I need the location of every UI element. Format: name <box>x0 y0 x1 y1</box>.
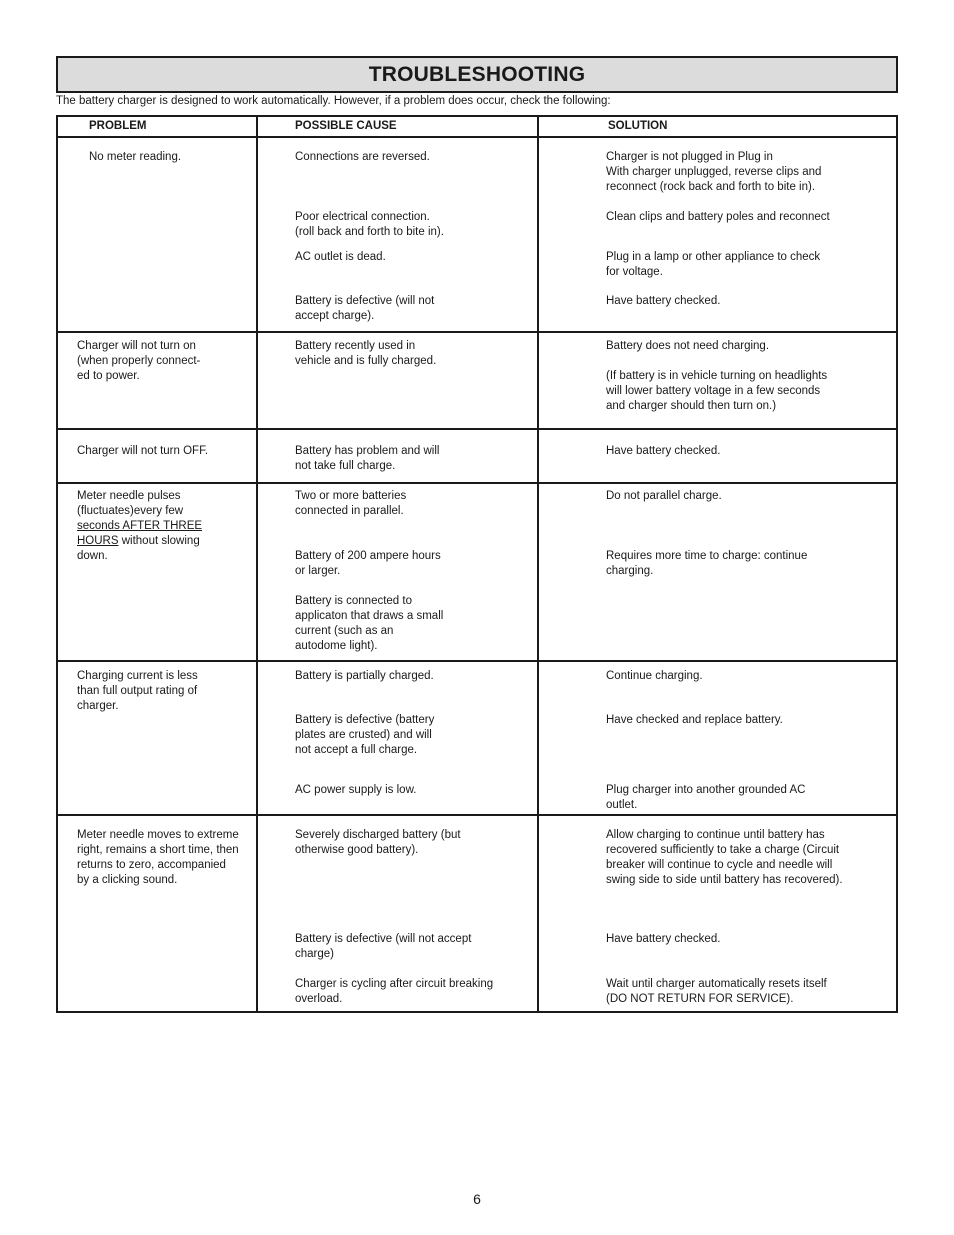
row-divider <box>58 136 896 138</box>
solution-cell: Allow charging to continue until battery has recovered sufficiently to take a charge (Circuit breaker will continue to cycle and needle will swing side to side until battery has recovered). <box>606 829 843 886</box>
troubleshooting-table <box>56 115 898 1013</box>
page-title: TROUBLESHOOTING <box>368 62 586 86</box>
solution-cell: Battery does not need charging. <box>606 340 770 352</box>
header-cause: POSSIBLE CAUSE <box>295 120 397 132</box>
problem-cell: Meter needle moves to extreme right, remains a short time, then returns to zero, accompanied by a clicking sound. <box>77 829 239 886</box>
intro-text: The battery charger is designed to work automatically. However, if a problem does occur, check the following: <box>56 95 611 107</box>
header-solution: SOLUTION <box>608 120 668 132</box>
page-number: 6 <box>473 1191 481 1207</box>
column-divider <box>537 117 539 1011</box>
solution-cell: Continue charging. <box>606 670 703 682</box>
solution-cell: Charger is not plugged in Plug in With charger unplugged, reverse clips and reconnect (rock back and forth to bite in). <box>606 151 822 193</box>
solution-cell: Have battery checked. <box>606 933 721 945</box>
title-banner <box>56 56 898 93</box>
cause-cell: Battery is defective (battery plates are crusted) and will not accept a full charge. <box>295 714 435 756</box>
cause-cell: Battery is partially charged. <box>295 670 434 682</box>
cause-cell: Two or more batteries connected in parallel. <box>295 490 407 517</box>
solution-cell: Plug charger into another grounded AC outlet. <box>606 784 806 811</box>
solution-cell: Requires more time to charge: continue charging. <box>606 550 808 577</box>
problem-cell: Charger will not turn OFF. <box>77 445 209 457</box>
problem-text: Meter needle pulses (fluctuates)every few <box>77 490 184 517</box>
cause-cell: Poor electrical connection. (roll back and forth to bite in). <box>295 211 444 238</box>
solution-cell: Have battery checked. <box>606 445 721 457</box>
cause-cell: Battery has problem and will not take full charge. <box>295 445 440 472</box>
row-divider <box>58 814 896 816</box>
cause-cell: Battery is defective (will not accept charge) <box>295 933 472 960</box>
row-divider <box>58 482 896 484</box>
row-divider <box>58 660 896 662</box>
solution-cell: Wait until charger automatically resets itself (DO NOT RETURN FOR SERVICE). <box>606 978 827 1005</box>
problem-cell: Charger will not turn on (when properly connect- ed to power. <box>77 340 201 382</box>
problem-cell <box>77 489 202 564</box>
column-divider <box>256 117 258 1011</box>
cause-cell: Battery is defective (will not accept charge). <box>295 295 435 322</box>
cause-cell: Connections are reversed. <box>295 151 430 163</box>
solution-cell: (If battery is in vehicle turning on headlights will lower battery voltage in a few seconds and charger should then turn on.) <box>606 370 828 412</box>
solution-cell: Have checked and replace battery. <box>606 714 783 726</box>
solution-cell: Plug in a lamp or other appliance to check for voltage. <box>606 251 821 278</box>
cause-cell: Battery is connected to applicaton that draws a small current (such as an autodome light). <box>295 595 444 652</box>
problem-emphasis: seconds AFTER THREE HOURS <box>77 520 203 547</box>
cause-cell: Severely discharged battery (but otherwise good battery). <box>295 829 461 856</box>
solution-cell: Do not parallel charge. <box>606 490 722 502</box>
solution-cell: Have battery checked. <box>606 295 721 307</box>
problem-text: without slowing down. <box>77 535 200 562</box>
solution-cell: Clean clips and battery poles and reconnect <box>606 211 830 223</box>
cause-cell: Charger is cycling after circuit breaking overload. <box>295 978 494 1005</box>
cause-cell: Battery recently used in vehicle and is fully charged. <box>295 340 437 367</box>
cause-cell: Battery of 200 ampere hours or larger. <box>295 550 441 577</box>
cause-cell: AC outlet is dead. <box>295 251 386 263</box>
problem-cell: No meter reading. <box>89 151 182 163</box>
row-divider <box>58 428 896 430</box>
row-divider <box>58 331 896 333</box>
header-problem: PROBLEM <box>89 120 147 132</box>
problem-cell: Charging current is less than full output rating of charger. <box>77 670 198 712</box>
cause-cell: AC power supply is low. <box>295 784 417 796</box>
